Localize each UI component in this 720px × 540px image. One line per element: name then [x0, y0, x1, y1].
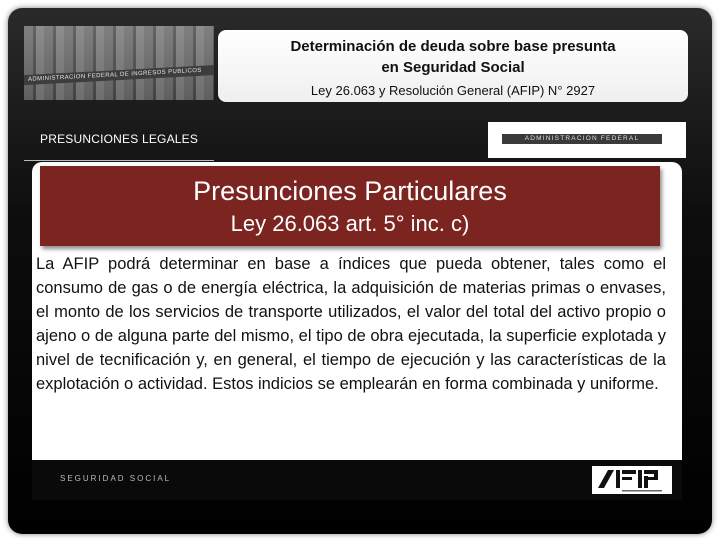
footer-text: SEGURIDAD SOCIAL — [60, 474, 172, 483]
slide-subtitle: Ley 26.063 y Resolución General (AFIP) N° 2927 — [310, 83, 596, 98]
afip-logo — [592, 466, 672, 494]
heading-banner — [40, 166, 660, 246]
body-paragraph: La AFIP podrá determinar en base a índices que pueda obtener, tales como el consumo de gas o de energía eléctrica, la adquisición de materias primas o envases, el monto de los servicios de transporte utilizados, el valor del total del activo propio o ajeno o de alguna parte del mismo, el tipo de obra ejecutada, la superficie explotada y nivel de tecnificación y, en general, el tiempo de ejecución y las características de la explotación o actividad. Estos indicios se emplearán en forma combinada y uniforme. — [36, 255, 666, 393]
divider — [24, 160, 214, 161]
building-photo — [24, 26, 214, 100]
slide-title: Determinación de deuda sobre base presunta en Seguridad Social — [290, 38, 616, 76]
section-label: PRESUNCIONES LEGALES — [40, 132, 199, 146]
banner-subtitle: Ley 26.063 art. 5° inc. c) — [230, 211, 470, 236]
agency-logo: ADMINISTRACION FEDERAL — [502, 134, 662, 144]
footer-bar — [32, 460, 682, 500]
title-box — [218, 30, 688, 102]
photo-caption: ADMINISTRACION FEDERAL DE INGRESOS PUBLICOS — [24, 65, 214, 85]
banner-title: Presunciones Particulares — [193, 176, 507, 206]
content-panel — [32, 162, 682, 460]
logo-box — [488, 122, 686, 158]
